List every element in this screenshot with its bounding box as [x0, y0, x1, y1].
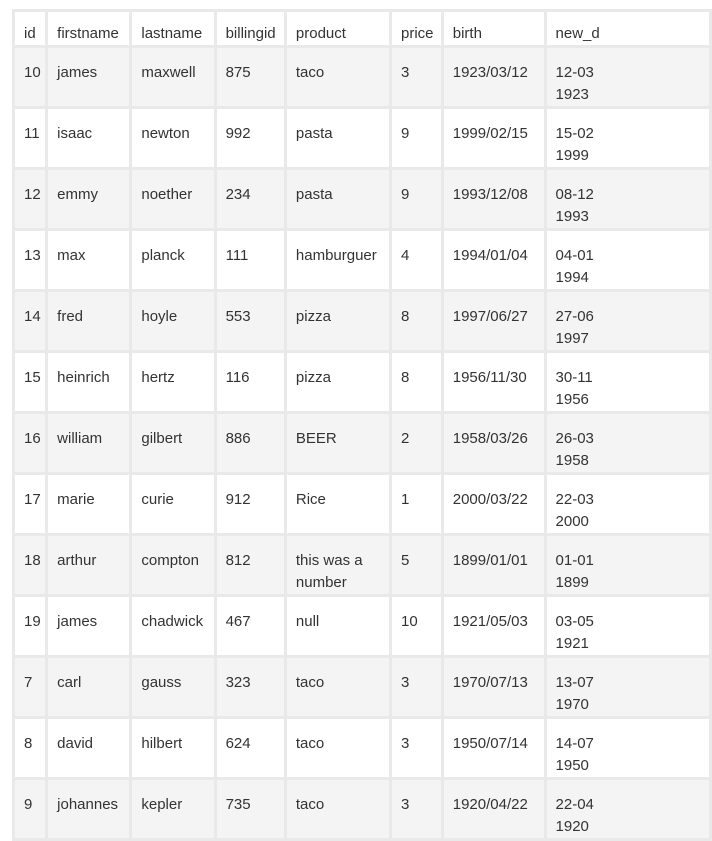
cell-birth: 1950/07/14: [444, 719, 544, 777]
table-row[interactable]: [15, 658, 709, 716]
cell-birth: 1899/01/01: [444, 536, 544, 594]
cell-lastname: noether: [132, 170, 213, 228]
cell-product: taco: [287, 48, 389, 106]
cell-new-date: 27-06 1997: [547, 292, 709, 350]
cell-id: 9: [15, 780, 45, 838]
cell-firstname: emmy: [48, 170, 129, 228]
cell-new-date: 22-04 1920: [547, 780, 709, 838]
cell-billingid: 467: [217, 597, 284, 655]
cell-billingid: 735: [217, 780, 284, 838]
cell-product: pasta: [287, 109, 389, 167]
cell-birth: 1970/07/13: [444, 658, 544, 716]
cell-new-date: 30-11 1956: [547, 353, 709, 411]
cell-billingid: 812: [217, 536, 284, 594]
data-table: [12, 9, 712, 841]
cell-id: 13: [15, 231, 45, 289]
cell-id: 10: [15, 48, 45, 106]
cell-billingid: 912: [217, 475, 284, 533]
column-header-product[interactable]: product: [287, 12, 389, 45]
cell-product: Rice: [287, 475, 389, 533]
cell-lastname: compton: [132, 536, 213, 594]
cell-id: 19: [15, 597, 45, 655]
cell-new-date: 01-01 1899: [547, 536, 709, 594]
cell-billingid: 111: [217, 231, 284, 289]
cell-id: 14: [15, 292, 45, 350]
cell-product: this was a number: [287, 536, 389, 594]
table-row[interactable]: [15, 414, 709, 472]
cell-billingid: 234: [217, 170, 284, 228]
cell-lastname: kepler: [132, 780, 213, 838]
cell-lastname: maxwell: [132, 48, 213, 106]
column-header-firstname[interactable]: firstname: [48, 12, 129, 45]
cell-price: 3: [392, 719, 441, 777]
cell-firstname: carl: [48, 658, 129, 716]
cell-billingid: 116: [217, 353, 284, 411]
cell-firstname: marie: [48, 475, 129, 533]
cell-id: 8: [15, 719, 45, 777]
table-row[interactable]: [15, 231, 709, 289]
cell-billingid: 992: [217, 109, 284, 167]
column-header-billingid[interactable]: billingid: [217, 12, 284, 45]
cell-birth: 1999/02/15: [444, 109, 544, 167]
cell-id: 12: [15, 170, 45, 228]
cell-price: 8: [392, 353, 441, 411]
cell-product: hamburguer: [287, 231, 389, 289]
column-header-birth[interactable]: birth: [444, 12, 544, 45]
cell-lastname: gauss: [132, 658, 213, 716]
cell-birth: 1923/03/12: [444, 48, 544, 106]
cell-id: 15: [15, 353, 45, 411]
cell-price: 1: [392, 475, 441, 533]
cell-birth: 1993/12/08: [444, 170, 544, 228]
cell-firstname: isaac: [48, 109, 129, 167]
column-header-id[interactable]: id: [15, 12, 45, 45]
cell-lastname: newton: [132, 109, 213, 167]
table-row[interactable]: [15, 48, 709, 106]
cell-new-date: 04-01 1994: [547, 231, 709, 289]
cell-price: 9: [392, 170, 441, 228]
cell-id: 18: [15, 536, 45, 594]
cell-firstname: max: [48, 231, 129, 289]
cell-price: 5: [392, 536, 441, 594]
cell-firstname: james: [48, 48, 129, 106]
cell-new-date: 13-07 1970: [547, 658, 709, 716]
cell-firstname: heinrich: [48, 353, 129, 411]
cell-product: taco: [287, 780, 389, 838]
table-row[interactable]: [15, 780, 709, 838]
cell-birth: 1921/05/03: [444, 597, 544, 655]
table-body: [15, 48, 709, 838]
cell-firstname: johannes: [48, 780, 129, 838]
cell-lastname: planck: [132, 231, 213, 289]
cell-new-date: 26-03 1958: [547, 414, 709, 472]
cell-id: 16: [15, 414, 45, 472]
cell-birth: 2000/03/22: [444, 475, 544, 533]
cell-product: pizza: [287, 353, 389, 411]
cell-billingid: 323: [217, 658, 284, 716]
cell-price: 3: [392, 780, 441, 838]
cell-lastname: hilbert: [132, 719, 213, 777]
cell-billingid: 553: [217, 292, 284, 350]
table-row[interactable]: [15, 597, 709, 655]
table-row[interactable]: [15, 719, 709, 777]
column-header-new-date[interactable]: new_d: [547, 12, 709, 45]
cell-price: 8: [392, 292, 441, 350]
cell-id: 11: [15, 109, 45, 167]
cell-firstname: arthur: [48, 536, 129, 594]
cell-new-date: 15-02 1999: [547, 109, 709, 167]
cell-birth: 1956/11/30: [444, 353, 544, 411]
cell-price: 4: [392, 231, 441, 289]
cell-product: taco: [287, 719, 389, 777]
cell-lastname: hertz: [132, 353, 213, 411]
cell-birth: 1994/01/04: [444, 231, 544, 289]
table-row[interactable]: [15, 109, 709, 167]
cell-id: 7: [15, 658, 45, 716]
cell-birth: 1920/04/22: [444, 780, 544, 838]
table-header: [15, 12, 709, 45]
cell-firstname: william: [48, 414, 129, 472]
cell-firstname: james: [48, 597, 129, 655]
cell-product: pizza: [287, 292, 389, 350]
cell-product: null: [287, 597, 389, 655]
column-header-price[interactable]: price: [392, 12, 441, 45]
cell-lastname: curie: [132, 475, 213, 533]
cell-product: BEER: [287, 414, 389, 472]
cell-new-date: 03-05 1921: [547, 597, 709, 655]
cell-product: pasta: [287, 170, 389, 228]
cell-new-date: 22-03 2000: [547, 475, 709, 533]
table-row[interactable]: [15, 170, 709, 228]
cell-birth: 1997/06/27: [444, 292, 544, 350]
cell-firstname: fred: [48, 292, 129, 350]
cell-price: 3: [392, 48, 441, 106]
cell-product: taco: [287, 658, 389, 716]
cell-price: 2: [392, 414, 441, 472]
cell-billingid: 875: [217, 48, 284, 106]
cell-new-date: 14-07 1950: [547, 719, 709, 777]
table-row[interactable]: [15, 292, 709, 350]
column-header-lastname[interactable]: lastname: [132, 12, 213, 45]
cell-billingid: 886: [217, 414, 284, 472]
cell-price: 3: [392, 658, 441, 716]
cell-new-date: 12-03 1923: [547, 48, 709, 106]
cell-lastname: chadwick: [132, 597, 213, 655]
cell-price: 9: [392, 109, 441, 167]
cell-billingid: 624: [217, 719, 284, 777]
header-row: [15, 12, 709, 45]
table-row[interactable]: [15, 353, 709, 411]
cell-price: 10: [392, 597, 441, 655]
cell-lastname: hoyle: [132, 292, 213, 350]
table-row[interactable]: [15, 536, 709, 594]
cell-lastname: gilbert: [132, 414, 213, 472]
cell-birth: 1958/03/26: [444, 414, 544, 472]
cell-new-date: 08-12 1993: [547, 170, 709, 228]
cell-firstname: david: [48, 719, 129, 777]
cell-id: 17: [15, 475, 45, 533]
table-row[interactable]: [15, 475, 709, 533]
